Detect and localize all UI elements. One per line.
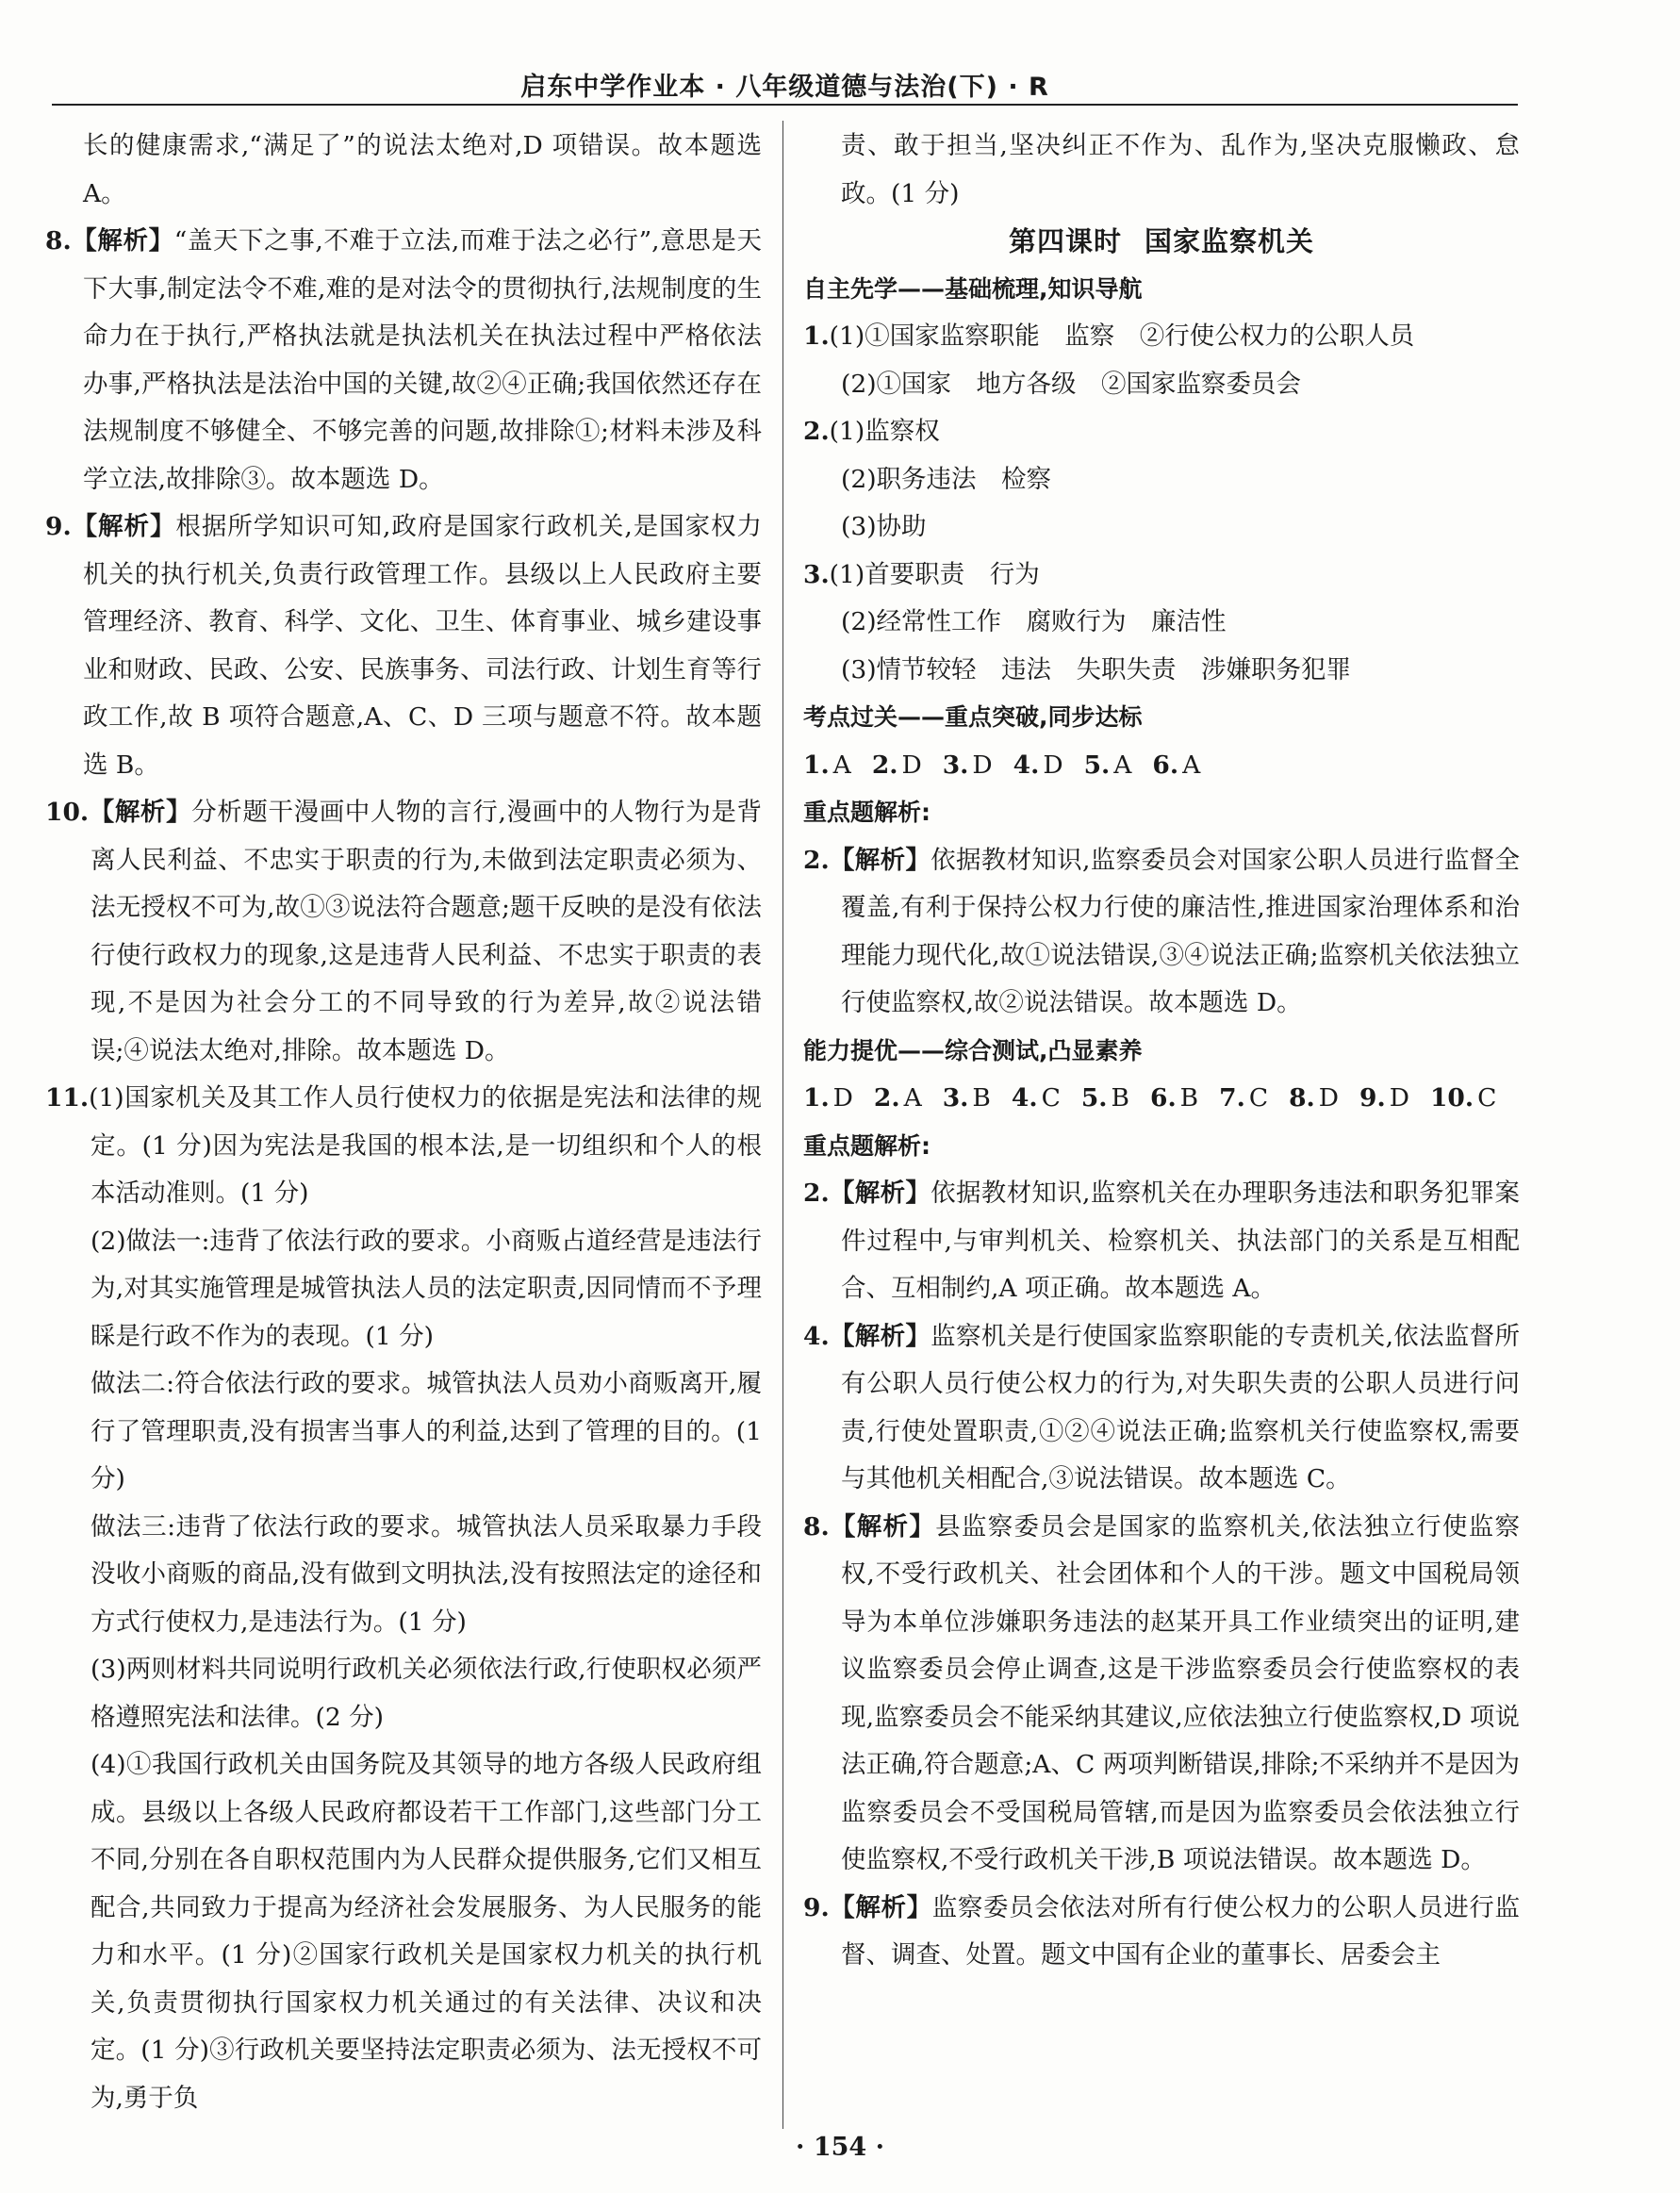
answer-key-item: 5. B (1080, 1083, 1129, 1113)
fill-line: (2)经常性工作 腐败行为 廉洁性 (841, 607, 1227, 636)
item-number: 8. (803, 1511, 830, 1542)
analysis-text: 根据所学知识可知,政府是国家行政机关,是国家权力机关的执行机关,负责行政管理工作。县级以上人民政府主要管理经济、教育、科学、文化、卫生、体育事业、城乡建设事业和财政、民政、公安、民族事务、司法行政、计划生育等行政工作,故 B 项符合题意,A、C、D 三项与题意不符。故本题选 B。 (83, 512, 762, 780)
answer-key-item: 9. D (1359, 1083, 1409, 1113)
answer-item-10 (45, 789, 762, 1075)
answer-part-6: (4)①我国行政机关由国务院及其领导的地方各级人民政府组成。县级以上各级人民政府都设若干工作部门,这些部门分工不同,分别在各自职权范围内为人民群众提供服务,它们又相互配合,共同致力于提高为经济社会发展服务、为人民服务的能力和水平。(1 分)②国家行政机关是国家权力机关的执行机关,负责贯彻执行国家权力机关通过的有关法律、决议和决定。(1 分)③行政机关要坚持法定职责必须为、法无授权不可为,勇于负 (91, 1750, 762, 2113)
page-number: · 154 · (796, 2133, 884, 2162)
answer-item-11 (45, 1075, 762, 1218)
analysis-item-9 (803, 1885, 1520, 1980)
analysis-item-4 (803, 1313, 1520, 1504)
analysis-tag: 【解析】 (71, 226, 174, 256)
lesson-number: 第四课时 (1008, 225, 1122, 257)
key-question-label: 重点题解析: (803, 1131, 931, 1160)
answer-key-item: 3. B (942, 1083, 991, 1113)
section-heading-checkpoint: 考点过关——重点突破,同步达标 (803, 703, 1143, 731)
analysis-text: 监察委员会依法对所有行使公权力的公职人员进行监督、调查、处置。题文中国有企业的董事长、居委会主 (841, 1892, 1521, 1970)
fill-item-1 (803, 313, 1520, 361)
answer-part-5: (3)两则材料共同说明行政机关必须依法行政,行使职权必须严格遵照宪法和法律。(2 分) (91, 1655, 762, 1732)
item-number: 4. (803, 1321, 830, 1351)
analysis-tag: 【解析】 (829, 1511, 936, 1542)
answer-part-3: 做法二:符合依法行政的要求。城管执法人员劝小商贩离开,履行了管理职责,没有损害当事人的利益,达到了管理的目的。(1 分) (91, 1369, 762, 1493)
analysis-item-2 (803, 1170, 1520, 1313)
answer-key-item: 1. D (803, 1083, 853, 1113)
answer-key-item: 3. D (942, 750, 993, 780)
analysis-text: 依据教材知识,监察机关在办理职务违法和职务犯罪案件过程中,与审判机关、检察机关、执法部门的关系是互相配合、互相制约,A 项正确。故本题选 A。 (841, 1179, 1520, 1303)
answer-item-9 (45, 503, 762, 789)
item-number: 2. (803, 1179, 830, 1208)
answer-part-2: (2)做法一:违背了依法行政的要求。小商贩占道经营是违法行为,对其实施管理是城管执法人员的法定职责,因同情而不予理睬是行政不作为的表现。(1 分) (91, 1226, 762, 1351)
fill-line: (2)①国家 地方各级 ②国家监察委员会 (841, 369, 1302, 399)
page-header: 启东中学作业本 · 八年级道德与法治(下) · R (520, 73, 1049, 102)
fill-line: (3)协助 (841, 512, 927, 541)
answer-item-8 (45, 218, 762, 503)
analysis-tag: 【解析】 (829, 845, 931, 875)
column-divider (782, 121, 783, 2129)
item-number: 2. (803, 845, 830, 875)
analysis-item-8 (803, 1504, 1520, 1885)
section-heading-ability: 能力提优——综合测试,凸显素养 (803, 1036, 1143, 1064)
analysis-tag: 【解析】 (829, 1179, 931, 1208)
answer-key-item: 2. A (873, 1083, 922, 1113)
analysis-tag: 【解析】 (829, 1892, 932, 1922)
answer-key-item: 2. D (871, 750, 922, 780)
continued-text: 责、敢于担当,坚决纠正不作为、乱作为,坚决克服懒政、怠政。(1 分) (841, 131, 1520, 208)
fill-item-3 (803, 552, 1520, 600)
continued-text: 长的健康需求,“满足了”的说法太绝对,D 项错误。故本题选 A。 (83, 131, 762, 208)
analysis-text: 县监察委员会是国家的监察机关,依法独立行使监察权,不受行政机关、社会团体和个人的干涉。题文中国税局领导为本单位涉嫌职务违法的赵某开具工作业绩突出的证明,建议监察委员会停止调查,这是干涉监察委员会行使监察权的表现,监察委员会不能采纳其建议,应依法独立行使监察权,D 项说法正确,符合题意;A、C 两项判断错误,排除;不采纳并不是因为监察委员会不受国税局管辖,而是因为监察委员会依法独立行使监察权,不受行政机关干涉,B 项说法错误。故本题选 D。 (841, 1511, 1520, 1874)
fill-line: (3)情节较轻 违法 失职失责 涉嫌职务犯罪 (841, 654, 1352, 684)
analysis-text: 依据教材知识,监察委员会对国家公职人员进行监督全覆盖,有利于保持公权力行使的廉洁性,推进国家治理体系和治理能力现代化,故①说法错误,③④说法正确;监察机关依法独立行使监察权,故②说法错误。故本题选 D。 (841, 845, 1520, 1017)
answer-part-1: (1)国家机关及其工作人员行使权力的依据是宪法和法律的规定。(1 分)因为宪法是我国的根本法,是一切组织和个人的根本活动准则。(1 分) (89, 1083, 762, 1208)
fill-line: (1)首要职责 行为 (829, 559, 1040, 589)
analysis-tag: 【解析】 (89, 798, 192, 827)
answer-key-item: 1. A (803, 750, 851, 780)
answer-key-checkpoint (803, 742, 1520, 790)
section-heading-self-study: 自主先学——基础梳理,知识导航 (803, 274, 1143, 303)
analysis-tag: 【解析】 (71, 512, 176, 541)
fill-line: (2)职务违法 检察 (841, 464, 1052, 494)
item-number: 1. (803, 322, 830, 351)
item-number: 2. (803, 417, 830, 446)
answer-key-item: 6. A (1152, 750, 1201, 780)
item-number: 10. (45, 798, 90, 827)
fill-line: (1)监察权 (829, 417, 940, 446)
item-number: 8. (45, 226, 72, 256)
analysis-tag: 【解析】 (829, 1321, 931, 1351)
analysis-text: 分析题干漫画中人物的言行,漫画中的人物行为是背离人民利益、不忠实于职责的行为,未做到法定职责必须为、法无授权不可为,故①③说法符合题意;题干反映的是没有依法行使行政权力的现象,这是违背人民利益、不忠实于职责的表现,不是因为社会分工的不同导致的行为差异,故②说法错误;④说法太绝对,排除。故本题选 D。 (91, 798, 762, 1065)
fill-item-2 (803, 408, 1520, 456)
analysis-item-2 (803, 837, 1520, 1028)
analysis-text: 监察机关是行使国家监察职能的专责机关,依法监督所有公职人员行使公权力的行为,对失职失责的公职人员进行问责,行使处置职责,①②④说法正确;监察机关行使监察权,需要与其他机关相配合,③说法错误。故本题选 C。 (841, 1321, 1520, 1493)
item-number: 3. (803, 559, 830, 589)
item-number: 9. (45, 512, 72, 541)
answer-key-ability (803, 1075, 1520, 1123)
answer-part-4: 做法三:违背了依法行政的要求。城管执法人员采取暴力手段没收小商贩的商品,没有做到文明执法,没有按照法定的途径和方式行使权力,是违法行为。(1 分) (91, 1511, 762, 1637)
lesson-title (803, 218, 1520, 266)
fill-line: (1)①国家监察职能 监察 ②行使公权力的公职人员 (829, 322, 1415, 351)
header-divider (52, 104, 1518, 106)
answer-key-item: 7. C (1219, 1083, 1269, 1113)
left-column (45, 123, 762, 2122)
answer-key-item: 5. A (1083, 750, 1132, 780)
item-number: 9. (803, 1892, 830, 1922)
answer-key-item: 4. C (1011, 1083, 1061, 1113)
right-column (803, 123, 1520, 1980)
analysis-text: “盖天下之事,不难于立法,而难于法之必行”,意思是天下大事,制定法令不难,难的是对法令的贯彻执行,法规制度的生命力在于执行,严格执法就是执法机关在执法过程中严格依法办事,严格执法是法治中国的关键,故②④正确;我国依然还存在法规制度不够健全、不够完善的问题,故排除①;材料未涉及科学立法,故排除③。故本题选 D。 (83, 226, 762, 494)
lesson-name: 国家监察机关 (1145, 225, 1315, 257)
answer-key-item: 10. C (1429, 1083, 1497, 1113)
answer-key-item: 6. B (1150, 1083, 1199, 1113)
item-number: 11. (45, 1083, 90, 1113)
answer-key-item: 8. D (1289, 1083, 1340, 1113)
key-question-label: 重点题解析: (803, 799, 931, 826)
answer-key-item: 4. D (1013, 750, 1063, 780)
